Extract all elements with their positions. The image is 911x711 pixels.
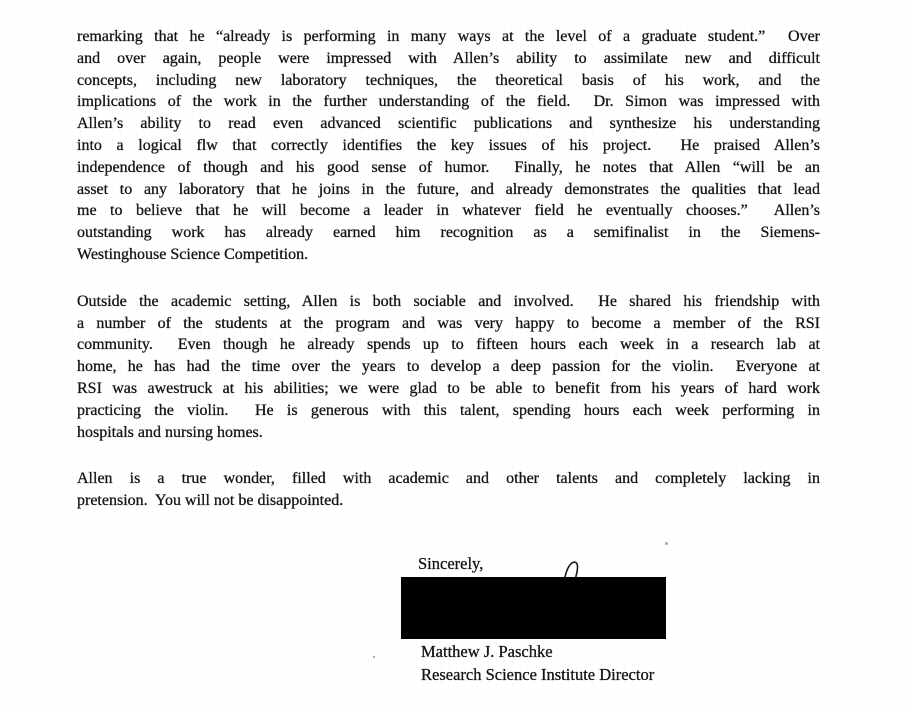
scan-speck bbox=[373, 656, 375, 658]
letter-body bbox=[77, 26, 820, 537]
text-line: Outside the academic setting, Allen is both sociable and involved. He shared his friendship with bbox=[77, 292, 820, 310]
signature-stroke bbox=[562, 560, 584, 578]
text-line: pretension. You will not be disappointed. bbox=[77, 492, 344, 510]
text-line: a number of the students at the program and was very happy to become a member of the RSI bbox=[77, 314, 820, 332]
text-line: concepts, including new laboratory techniques, the theoretical basis of his work, and the bbox=[77, 71, 820, 89]
text-line: and over again, people were impressed with Allen’s ability to assimilate new and difficult bbox=[77, 49, 820, 67]
scan-speck bbox=[665, 542, 668, 545]
text-line: home, he has had the time over the years to develop a deep passion for the violin. Everyone at bbox=[77, 358, 820, 376]
text-line: hospitals and nursing homes. bbox=[77, 423, 263, 441]
text-line: remarking that he “already is performing in many ways at the level of a graduate student.” Over bbox=[77, 28, 820, 45]
text-line: into a logical flw that correctly identifies the key issues of his project. He praised Allen’s bbox=[77, 136, 820, 154]
text-line: me to believe that he will become a leader in whatever field he eventually chooses.” Allen’s bbox=[77, 202, 820, 220]
text-line: Allen’s ability to read even advanced scientific publications and synthesize his understanding bbox=[77, 115, 820, 133]
signature-redaction-box bbox=[401, 577, 666, 639]
text-line: independence of though and his good sense of humor. Finally, he notes that Allen “will be an bbox=[77, 158, 820, 176]
signatory-title: Research Science Institute Director bbox=[421, 665, 655, 684]
text-line: outstanding work has already earned him recognition as a semifinalist in the Siemens- bbox=[77, 224, 820, 242]
text-line: practicing the violin. He is generous with this talent, spending hours each week performing in bbox=[77, 401, 820, 419]
text-line: RSI was awestruck at his abilities; we were glad to be able to benefit from his years of hard work bbox=[77, 379, 820, 397]
closing-salutation: Sincerely, bbox=[418, 554, 484, 573]
text-line: Westinghouse Science Competition. bbox=[77, 245, 309, 263]
text-line: Allen is a true wonder, filled with academic and other talents and completely lacking in bbox=[77, 470, 820, 488]
paragraph bbox=[77, 468, 820, 512]
text-line: implications of the work in the further understanding of the field. Dr. Simon was impressed with bbox=[77, 93, 820, 111]
paragraph bbox=[77, 291, 820, 444]
signatory-name: Matthew J. Paschke bbox=[421, 642, 553, 661]
paragraph bbox=[77, 26, 820, 266]
text-line: asset to any laboratory that he joins in the future, and already demonstrates the qualities that lead bbox=[77, 180, 820, 198]
text-line: community. Even though he already spends up to fifteen hours each week in a research lab at bbox=[77, 336, 820, 354]
